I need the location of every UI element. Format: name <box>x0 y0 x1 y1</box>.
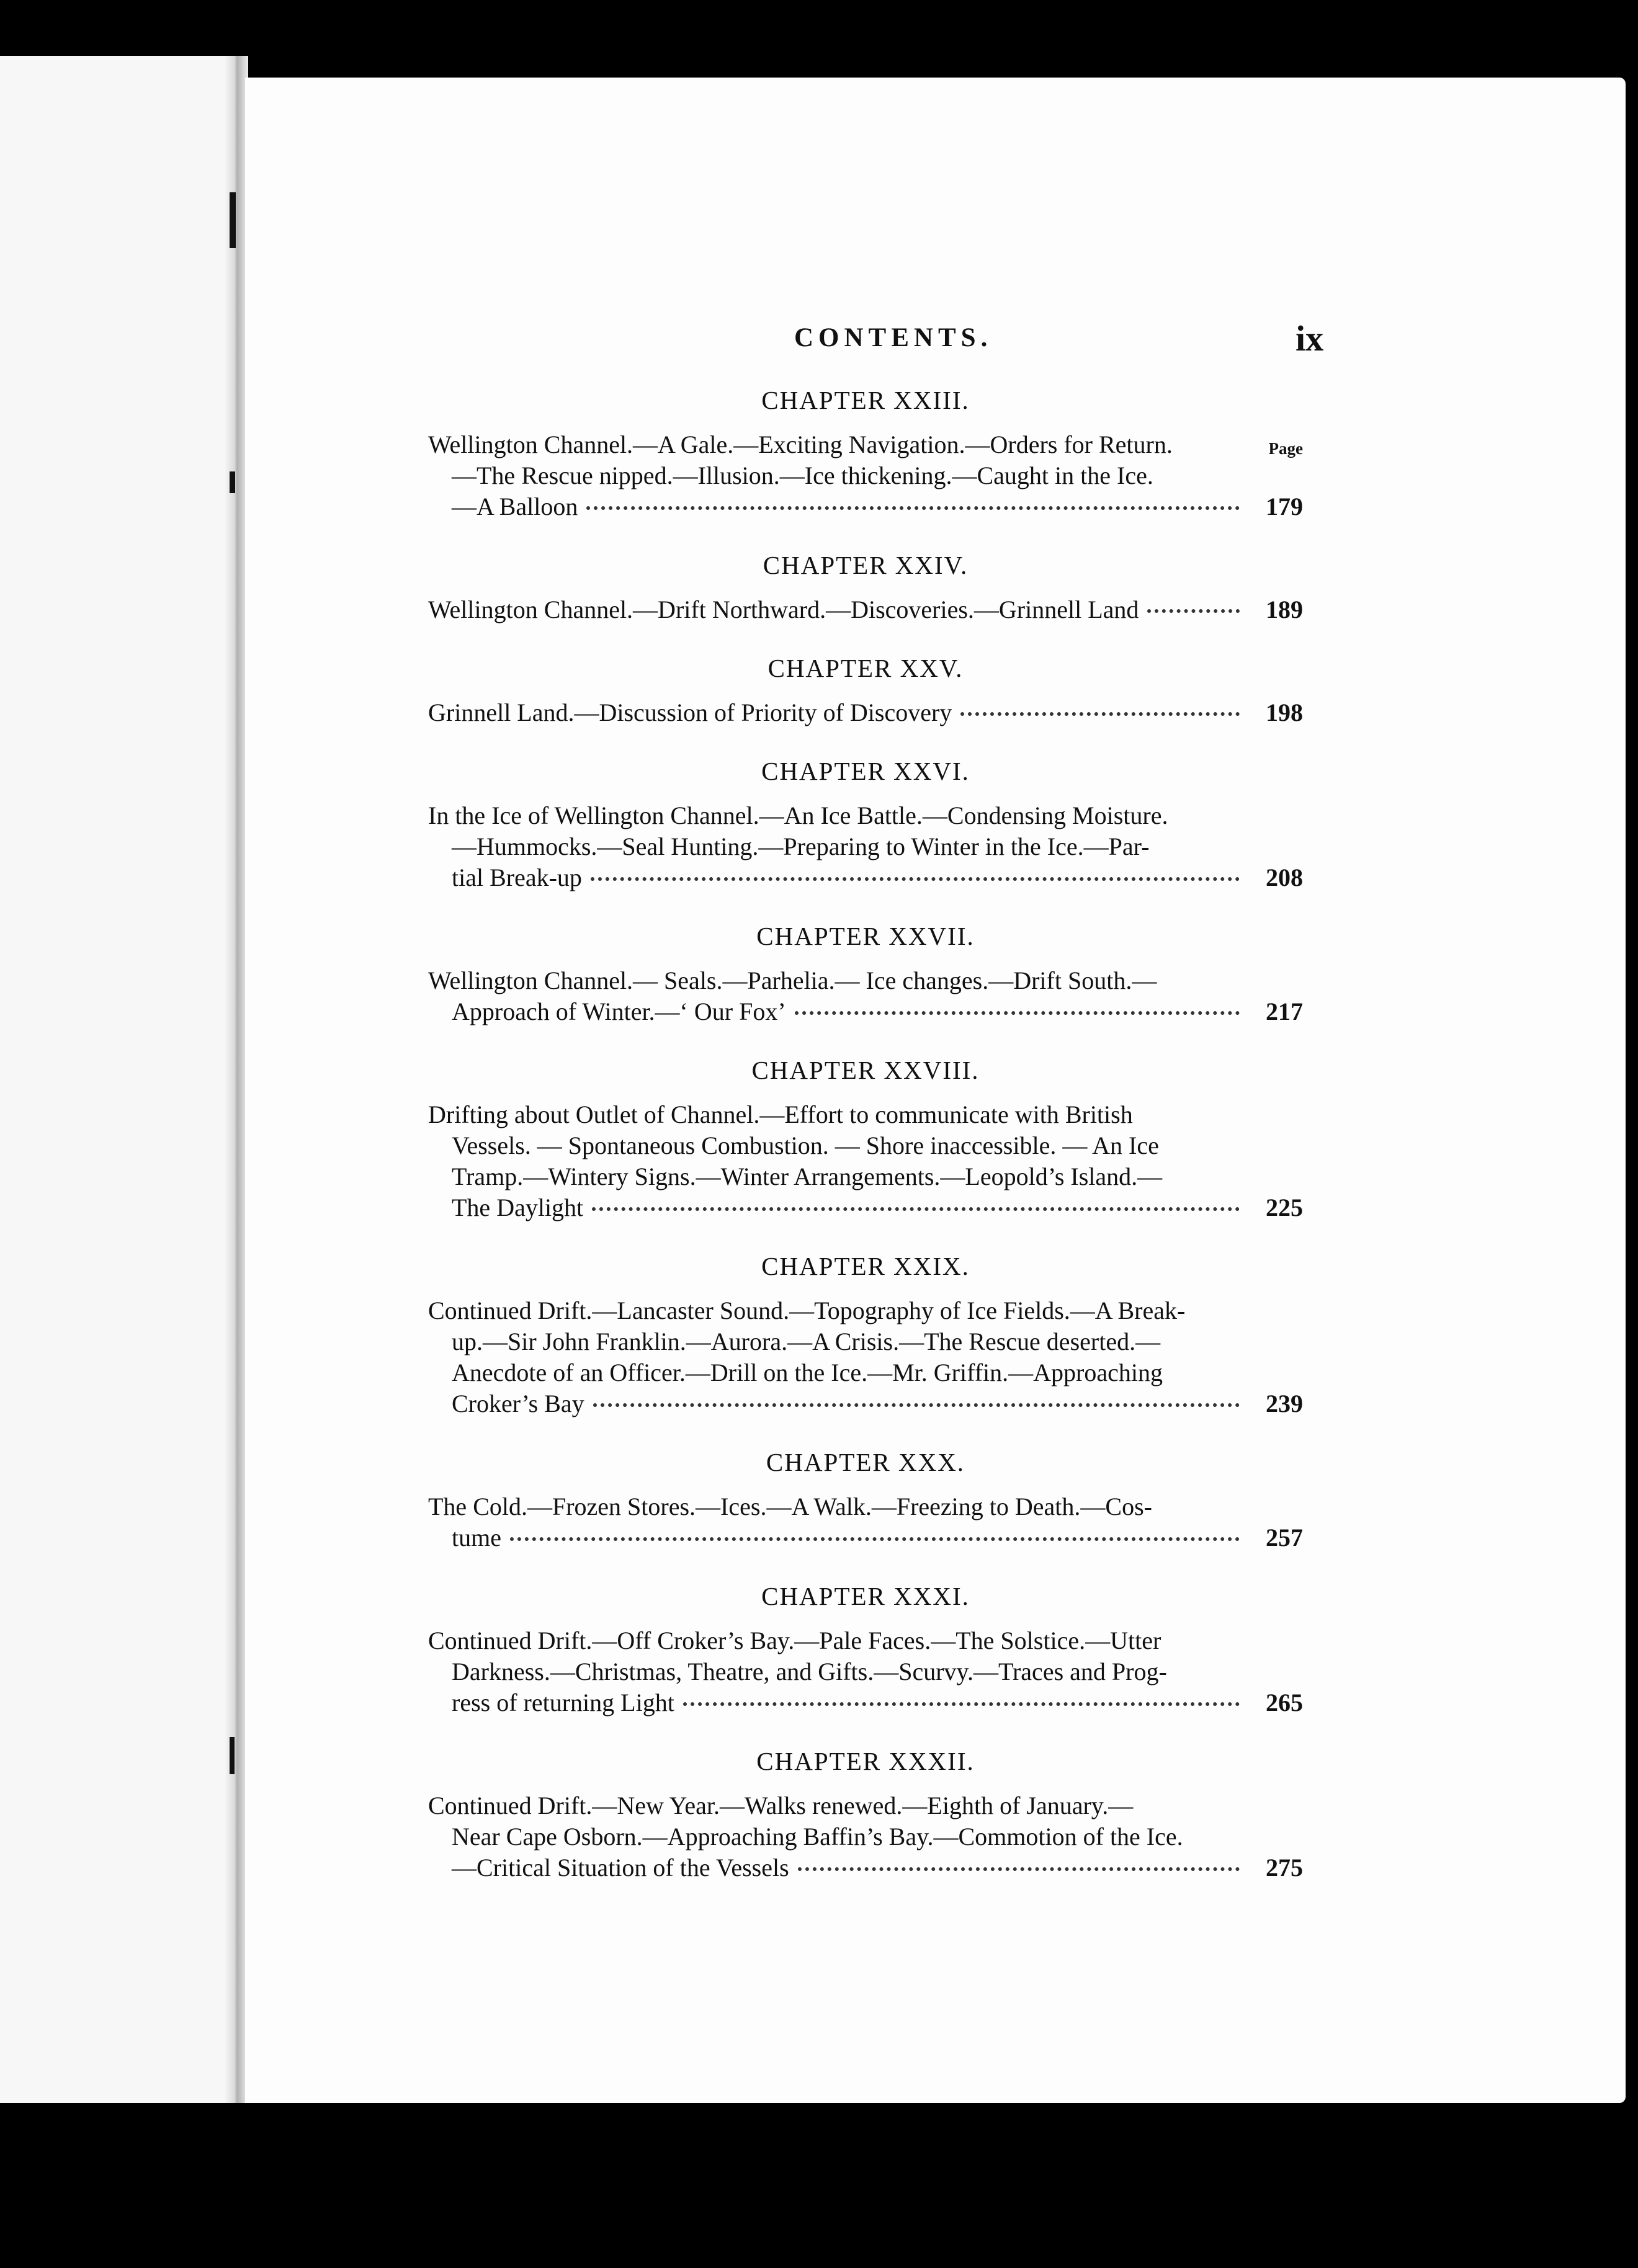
summary-final-line <box>428 996 1303 1027</box>
chapter-entry <box>428 385 1303 522</box>
page-reference: 275 <box>1266 1854 1303 1882</box>
summary-text: Wellington Channel.—Drift Northward.—Discoveries.—Grinnell Land <box>428 596 1139 623</box>
chapter-heading: CHAPTER XXXII. <box>756 1747 975 1775</box>
dot-leader <box>593 1403 1240 1407</box>
chapter-entry <box>428 1251 1303 1419</box>
chapter-summary <box>428 1295 1303 1419</box>
spine-mark <box>230 1737 235 1774</box>
page-column-label: Page <box>1268 439 1303 458</box>
chapter-summary <box>428 1491 1303 1553</box>
chapter-entry <box>428 1581 1303 1718</box>
dot-leader <box>586 506 1240 510</box>
summary-line: Near Cape Osborn.—Approaching Baffin’s Bay.—Commotion of the Ice. <box>452 1823 1183 1851</box>
summary-final-line <box>428 697 1303 728</box>
chapter-heading: CHAPTER XXVI. <box>761 757 970 785</box>
dot-leader <box>591 877 1240 881</box>
page-reference: 257 <box>1266 1524 1303 1551</box>
chapter-heading: CHAPTER XXIX. <box>761 1252 970 1280</box>
page-reference: 179 <box>1266 493 1303 520</box>
summary-line: Continued Drift.—Lancaster Sound.—Topography of Ice Fields.—A Break- <box>428 1297 1186 1324</box>
summary-line: —Hummocks.—Seal Hunting.—Preparing to Winter in the Ice.—Par- <box>452 833 1150 860</box>
chapter-heading: CHAPTER XXVII. <box>756 922 975 950</box>
summary-final-line <box>428 1388 1303 1419</box>
chapter-heading: CHAPTER XXIV. <box>763 551 969 579</box>
page-number: ix <box>1296 318 1324 359</box>
summary-text: The Daylight <box>452 1194 584 1221</box>
summary-line: Continued Drift.—New Year.—Walks renewed.—Eighth of January.— <box>428 1792 1134 1819</box>
page-reference: 265 <box>1266 1689 1303 1717</box>
summary-final-line <box>428 1687 1303 1718</box>
running-head: CONTENTS. <box>794 323 993 352</box>
summary-line: In the Ice of Wellington Channel.—An Ice Battle.—Condensing Moisture. <box>428 801 1168 829</box>
summary-text: —Critical Situation of the Vessels <box>452 1854 789 1882</box>
summary-final-line <box>428 1522 1303 1553</box>
page-reference: 189 <box>1266 596 1303 623</box>
dot-leader <box>510 1537 1240 1541</box>
chapter-entry <box>428 921 1303 1027</box>
chapter-summary <box>428 697 1303 728</box>
summary-line: Darkness.—Christmas, Theatre, and Gifts.—Scurvy.—Traces and Prog- <box>452 1658 1167 1685</box>
page-reference: 217 <box>1266 998 1303 1025</box>
dot-leader <box>683 1702 1240 1706</box>
summary-text: —A Balloon <box>452 493 578 520</box>
chapter-heading: CHAPTER XXX. <box>766 1448 965 1476</box>
dot-leader <box>798 1867 1240 1871</box>
facing-page-margin <box>0 56 239 2103</box>
summary-line: Tramp.—Wintery Signs.—Winter Arrangements.—Leopold’s Island.— <box>452 1163 1163 1190</box>
page-reference: 198 <box>1266 699 1303 726</box>
summary-text: tial Break-up <box>452 864 582 891</box>
page-reference: 239 <box>1266 1390 1303 1418</box>
summary-line: Wellington Channel.— Seals.—Parhelia.— Ice changes.—Drift South.— <box>428 967 1157 994</box>
chapter-summary <box>428 1099 1303 1223</box>
summary-line: The Cold.—Frozen Stores.—Ices.—A Walk.—Freezing to Death.—Cos- <box>428 1493 1152 1520</box>
chapter-entry <box>428 550 1303 625</box>
summary-line: Anecdote of an Officer.—Drill on the Ice.—Mr. Griffin.—Approaching <box>452 1359 1163 1386</box>
chapter-entry <box>428 1746 1303 1883</box>
chapter-summary <box>428 1790 1303 1883</box>
summary-line: Wellington Channel.—A Gale.—Exciting Navigation.—Orders for Return. <box>428 431 1173 458</box>
chapter-entry <box>428 1055 1303 1223</box>
summary-line: —The Rescue nipped.—Illusion.—Ice thickening.—Caught in the Ice. <box>452 462 1153 489</box>
spine-mark <box>230 192 236 248</box>
summary-final-line <box>428 862 1303 893</box>
summary-final-line <box>428 491 1303 522</box>
summary-final-line <box>428 1852 1303 1883</box>
summary-line: Vessels. — Spontaneous Combustion. — Shore inaccessible. — An Ice <box>452 1132 1159 1159</box>
chapter-summary <box>428 965 1303 1027</box>
table-of-contents <box>428 385 1303 1911</box>
chapter-summary <box>428 429 1303 522</box>
chapter-entry <box>428 653 1303 728</box>
chapter-entry <box>428 1447 1303 1553</box>
chapter-heading: CHAPTER XXIII. <box>761 386 970 414</box>
chapter-summary <box>428 800 1303 893</box>
chapter-entry <box>428 756 1303 893</box>
summary-final-line <box>428 1192 1303 1223</box>
summary-line: up.—Sir John Franklin.—Aurora.—A Crisis.—The Rescue deserted.— <box>452 1328 1161 1355</box>
spine-mark <box>230 471 235 493</box>
summary-text: tume <box>452 1524 501 1551</box>
chapter-heading: CHAPTER XXXI. <box>761 1582 970 1610</box>
summary-text: Approach of Winter.—‘ Our Fox’ <box>452 998 786 1025</box>
chapter-heading: CHAPTER XXV. <box>768 654 964 682</box>
summary-line: Continued Drift.—Off Croker’s Bay.—Pale Faces.—The Solstice.—Utter <box>428 1627 1161 1654</box>
page-reference: 225 <box>1266 1194 1303 1221</box>
summary-line: Drifting about Outlet of Channel.—Effort to communicate with British <box>428 1101 1133 1128</box>
summary-text: Croker’s Bay <box>452 1390 584 1418</box>
summary-text: Grinnell Land.—Discussion of Priority of Discovery <box>428 699 952 726</box>
summary-text: ress of returning Light <box>452 1689 674 1717</box>
summary-final-line <box>428 594 1303 625</box>
dot-leader <box>795 1011 1240 1015</box>
chapter-summary <box>428 1625 1303 1718</box>
chapter-heading: CHAPTER XXVIII. <box>751 1056 980 1084</box>
dot-leader <box>1147 609 1240 613</box>
book-gutter <box>223 56 248 2103</box>
chapter-summary <box>428 594 1303 625</box>
dot-leader <box>960 712 1240 716</box>
dot-leader <box>592 1207 1240 1211</box>
page-reference: 208 <box>1266 864 1303 891</box>
